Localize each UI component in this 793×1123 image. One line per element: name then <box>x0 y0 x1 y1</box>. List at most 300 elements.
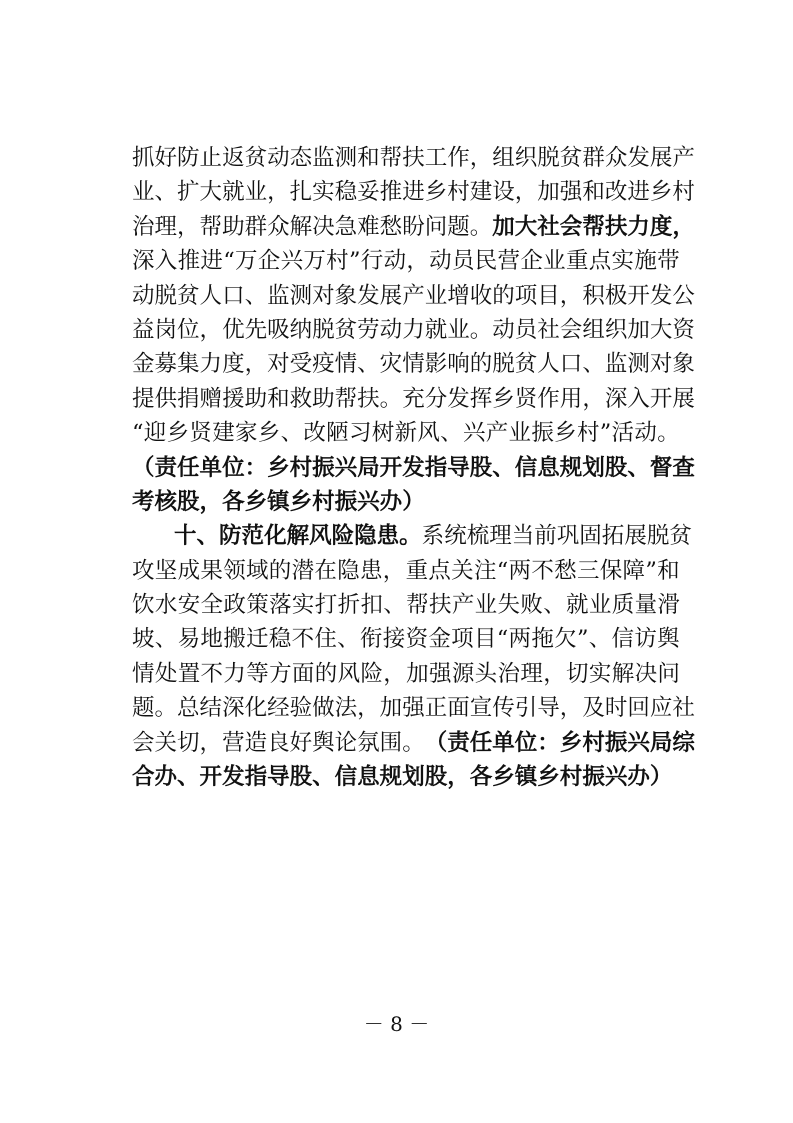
text-char: 习 <box>348 420 372 447</box>
text-char: 难 <box>357 213 380 240</box>
bold-char: 位 <box>222 454 245 481</box>
text-char: 急 <box>334 213 358 240</box>
text-char: 患 <box>359 557 383 584</box>
text-char: 和 <box>267 385 290 412</box>
text-char: 社 <box>672 695 695 722</box>
text-char: 。 <box>379 385 403 412</box>
bold-char: 办 <box>154 764 178 791</box>
text-char: ， <box>199 729 223 756</box>
text-char: 、 <box>154 179 178 206</box>
text-line <box>132 622 680 656</box>
bold-char: 位 <box>514 729 538 756</box>
text-char: 、 <box>440 420 463 447</box>
text-char: 岗 <box>154 316 178 343</box>
text-char: 方 <box>269 660 292 687</box>
text-char: 实 <box>291 592 315 619</box>
text-char: 营 <box>222 729 245 756</box>
text-char: 助 <box>222 213 245 240</box>
bold-char: 指 <box>424 454 448 481</box>
text-char: 社 <box>537 316 560 343</box>
text-char: 信 <box>611 626 635 653</box>
text-char: 疫 <box>312 351 335 378</box>
text-char: 重 <box>565 248 589 275</box>
text-char: 万 <box>303 248 326 275</box>
bold-char: 加 <box>492 213 515 240</box>
text-char: 挥 <box>469 385 493 412</box>
text-char: 理 <box>154 213 178 240</box>
text-char: 切 <box>566 660 589 687</box>
text-char: 三 <box>576 557 600 584</box>
bold-char: 险 <box>331 523 355 550</box>
text-char: 动 <box>492 316 515 343</box>
text-char: 地 <box>200 626 223 653</box>
text-char: 目 <box>473 626 497 653</box>
text-line <box>132 760 680 794</box>
bold-char: 会 <box>559 213 583 240</box>
bold-char: 村 <box>289 454 313 481</box>
bold-char: 度 <box>649 213 673 240</box>
text-char: 加 <box>627 316 650 343</box>
text-char: 动 <box>634 420 657 447</box>
text-char: 两 <box>508 626 532 653</box>
text-char: 败 <box>520 592 543 619</box>
text-char: 项 <box>451 626 474 653</box>
text-char: 贫 <box>177 282 200 309</box>
text-char: ， <box>559 282 583 309</box>
text-char: 题 <box>447 213 470 240</box>
text-char: 、 <box>280 420 304 447</box>
text-char: 抓 <box>132 145 155 171</box>
bold-char: 导 <box>267 764 290 791</box>
text-char: ， <box>406 248 429 275</box>
text-char: “ <box>132 420 144 447</box>
text-char: 业 <box>424 282 448 309</box>
bold-char: 考 <box>132 488 155 515</box>
text-char: 振 <box>531 420 554 447</box>
text-char: ， <box>559 695 583 722</box>
text-char: 、 <box>543 592 566 619</box>
text-char: 乡 <box>649 179 673 206</box>
text-char: 进 <box>627 179 650 206</box>
text-char: 回 <box>627 695 650 722</box>
bold-char: 振 <box>582 764 605 791</box>
text-char: 象 <box>334 282 358 309</box>
text-char: ， <box>582 385 605 412</box>
text-char: 不 <box>200 660 224 687</box>
text-char: 受 <box>289 351 313 378</box>
text-char: 产 <box>485 420 509 447</box>
text-char: 治 <box>132 213 155 240</box>
text-char: ， <box>469 145 493 171</box>
text-char: 加 <box>379 695 403 722</box>
text-char: 打 <box>314 592 338 619</box>
text-char: 资 <box>405 626 429 653</box>
text-char: 口 <box>559 351 583 378</box>
text-char: 大 <box>649 316 673 343</box>
text-char: 进 <box>200 248 223 275</box>
text-char: 员 <box>451 248 475 275</box>
text-char: 、 <box>244 282 268 309</box>
text-char: 先 <box>244 316 268 343</box>
text-char: 目 <box>537 282 560 309</box>
text-char: 结 <box>199 695 223 722</box>
text-char: 验 <box>289 695 313 722</box>
text-char: 村 <box>672 179 695 206</box>
text-line <box>132 485 680 519</box>
text-char: 营 <box>497 248 521 275</box>
text-char: 贫 <box>334 316 358 343</box>
text-char: 民 <box>474 248 498 275</box>
text-char: 。 <box>657 420 680 447</box>
text-char: 领 <box>223 557 246 584</box>
text-char: 滑 <box>657 592 680 619</box>
bold-char: ） <box>649 764 673 791</box>
text-char: 深 <box>222 695 245 722</box>
text-char: 访 <box>634 626 657 653</box>
text-char: 传 <box>492 695 515 722</box>
text-char: 入 <box>627 385 650 412</box>
text-char: 展 <box>672 385 695 412</box>
text-char: 测 <box>334 145 358 171</box>
body-text <box>132 141 695 794</box>
text-char: “ <box>223 248 235 275</box>
text-char: 全 <box>200 592 224 619</box>
text-char: 兴 <box>462 420 486 447</box>
text-char: 扶 <box>357 385 380 412</box>
text-char: 积 <box>582 282 605 309</box>
bold-char: 、 <box>196 523 220 550</box>
text-line <box>132 347 695 381</box>
text-char: 就 <box>566 592 589 619</box>
bold-char: ， <box>672 213 695 240</box>
text-char: 等 <box>246 660 269 687</box>
text-char: 强 <box>428 660 452 687</box>
text-char: 安 <box>177 592 201 619</box>
text-char: 统 <box>444 523 467 550</box>
bold-char: 大 <box>514 213 538 240</box>
text-char: 赠 <box>199 385 223 412</box>
text-char: 众 <box>267 213 290 240</box>
text-char: 果 <box>200 557 223 584</box>
text-char: 产 <box>451 592 475 619</box>
text-char: 加 <box>537 179 560 206</box>
text-char: 推 <box>177 248 201 275</box>
text-char: 业 <box>244 179 268 206</box>
text-char: 家 <box>234 420 258 447</box>
text-char: 织 <box>514 145 538 171</box>
bold-char: 息 <box>357 764 380 791</box>
text-char: 情 <box>334 351 358 378</box>
text-char: 强 <box>559 179 583 206</box>
text-char: 动 <box>132 282 155 309</box>
bold-char: 办 <box>627 764 650 791</box>
text-char: 人 <box>537 351 560 378</box>
text-char: 帮 <box>199 213 223 240</box>
text-char: 乡 <box>554 420 577 447</box>
bold-char: 兴 <box>334 454 358 481</box>
text-char: 极 <box>604 282 628 309</box>
text-char: 氛 <box>357 729 380 756</box>
text-char: 监 <box>267 282 290 309</box>
text-char: 引 <box>514 695 538 722</box>
text-char: 帮 <box>334 385 358 412</box>
bold-char: 发 <box>222 764 245 791</box>
text-char: ” <box>645 557 657 584</box>
text-char: 、 <box>582 351 605 378</box>
bold-char: ， <box>447 764 470 791</box>
text-char: 村 <box>447 179 470 206</box>
text-char: 点 <box>428 557 451 584</box>
bold-char: 、 <box>177 764 200 791</box>
text-char: 。 <box>154 695 178 722</box>
text-char: 提 <box>132 385 155 412</box>
text-char: 增 <box>447 282 470 309</box>
text-char: 态 <box>289 145 313 171</box>
text-line <box>132 210 695 244</box>
text-char: 风 <box>417 420 440 447</box>
text-char: ” <box>576 626 589 653</box>
text-char: 稳 <box>268 626 292 653</box>
text-char: 援 <box>222 385 245 412</box>
text-char: 舆 <box>657 626 680 653</box>
text-line <box>132 244 680 278</box>
text-char: 策 <box>246 592 269 619</box>
text-char: 在 <box>314 557 337 584</box>
text-char: 就 <box>424 316 448 343</box>
bold-char: 单 <box>492 729 515 756</box>
bold-char: 划 <box>402 764 425 791</box>
text-char: 实 <box>312 179 335 206</box>
text-line <box>132 554 680 588</box>
text-char: 实 <box>611 248 635 275</box>
text-char: 人 <box>199 282 223 309</box>
bold-char: ） <box>402 488 425 515</box>
text-char: 解 <box>289 213 313 240</box>
text-char: 迁 <box>245 626 269 653</box>
text-char: 造 <box>244 729 268 756</box>
text-char: 开 <box>649 385 673 412</box>
text-char: 脱 <box>492 351 515 378</box>
text-line <box>132 726 695 760</box>
text-char: 位 <box>177 316 200 343</box>
text-char: 、 <box>383 592 406 619</box>
text-char: 项 <box>514 282 538 309</box>
text-char: 帮 <box>379 145 403 171</box>
text-line <box>132 141 695 175</box>
bold-char: 股 <box>469 454 493 481</box>
bold-char: 村 <box>559 764 583 791</box>
text-char: 梳 <box>466 523 490 550</box>
text-char: 成 <box>177 557 201 584</box>
text-char: 吸 <box>267 316 290 343</box>
text-char: 企 <box>520 248 543 275</box>
text-char: 坚 <box>154 557 178 584</box>
text-char: 业 <box>588 592 612 619</box>
text-char: ” <box>599 420 612 447</box>
text-char: 决 <box>312 213 335 240</box>
text-char: 论 <box>334 729 358 756</box>
text-char: 返 <box>222 145 245 171</box>
bold-char: 范 <box>241 523 265 550</box>
text-char: ， <box>514 179 538 206</box>
text-char: 拖 <box>531 626 554 653</box>
bold-char: 规 <box>379 764 403 791</box>
text-char: 救 <box>289 385 313 412</box>
text-char: 动 <box>379 316 403 343</box>
bold-char: 导 <box>447 454 470 481</box>
bold-char: 、 <box>627 454 650 481</box>
text-char: 集 <box>177 351 200 378</box>
text-char: 乡 <box>257 420 281 447</box>
bold-char: 任 <box>177 454 200 481</box>
text-char: 题 <box>132 695 155 722</box>
text-char: 经 <box>267 695 290 722</box>
text-char: 不 <box>291 626 315 653</box>
text-char: 的 <box>268 557 292 584</box>
bold-char: 股 <box>177 488 200 515</box>
bold-char: 力 <box>627 213 650 240</box>
bold-char: 患 <box>376 523 400 550</box>
bold-char: 乡 <box>289 488 313 515</box>
text-char: 动 <box>429 248 452 275</box>
bold-char: 股 <box>289 764 313 791</box>
text-char: 会 <box>559 316 583 343</box>
text-char: 带 <box>657 248 680 275</box>
text-char: 就 <box>222 179 245 206</box>
bold-char: 、 <box>312 764 335 791</box>
text-char: ， <box>199 316 223 343</box>
text-char: 当 <box>511 523 535 550</box>
bold-char: 、 <box>492 454 515 481</box>
text-char: 决 <box>634 660 658 687</box>
text-char: 关 <box>154 729 178 756</box>
text-char: 供 <box>154 385 178 412</box>
text-char: 助 <box>312 385 335 412</box>
text-char: 资 <box>672 316 695 343</box>
text-char: ， <box>177 213 200 240</box>
text-char: 助 <box>244 385 268 412</box>
text-char: “ <box>496 626 509 653</box>
text-char: 深 <box>132 248 155 275</box>
text-char: 做 <box>312 695 335 722</box>
text-char: 脱 <box>312 316 335 343</box>
bold-char: 扶 <box>604 213 628 240</box>
text-char: 展 <box>649 145 673 171</box>
text-char: 总 <box>177 695 200 722</box>
text-char: 帮 <box>406 592 429 619</box>
bold-char: 任 <box>469 729 493 756</box>
bold-char: ： <box>244 454 268 481</box>
text-char: 问 <box>657 660 680 687</box>
text-char: ， <box>357 695 380 722</box>
text-char: 。 <box>402 729 425 756</box>
text-char: 村 <box>576 420 600 447</box>
text-char: 收 <box>469 282 493 309</box>
text-char: ， <box>244 351 268 378</box>
text-char: 源 <box>451 660 475 687</box>
text-char: 力 <box>223 660 246 687</box>
text-char: 扶 <box>428 592 452 619</box>
text-char: 易 <box>177 626 201 653</box>
text-char: 度 <box>222 351 245 378</box>
bold-char: 规 <box>559 454 583 481</box>
text-char: 灾 <box>379 351 403 378</box>
bold-char: 村 <box>582 729 605 756</box>
bold-char: 督 <box>649 454 673 481</box>
bold-char: 综 <box>672 729 695 756</box>
bold-char: 各 <box>222 488 245 515</box>
text-char: 乡 <box>492 385 515 412</box>
text-char: 产 <box>672 145 695 171</box>
text-char: 的 <box>469 351 493 378</box>
text-char: 止 <box>199 145 223 171</box>
text-char: 法 <box>334 695 358 722</box>
text-char: 影 <box>424 351 448 378</box>
text-char: 质 <box>611 592 635 619</box>
text-char: 改 <box>604 179 628 206</box>
text-char: 劳 <box>357 316 380 343</box>
text-char: 业 <box>543 248 566 275</box>
bold-char: 镇 <box>514 764 538 791</box>
text-char: 愁 <box>554 557 577 584</box>
text-char: 防 <box>177 145 200 171</box>
text-char: 深 <box>604 385 628 412</box>
bold-char: 帮 <box>582 213 605 240</box>
text-char: 点 <box>588 248 612 275</box>
text-line <box>132 451 695 485</box>
text-char: 贫 <box>559 145 583 171</box>
text-char: 力 <box>402 316 425 343</box>
text-char: 动 <box>383 248 407 275</box>
bold-char: 乡 <box>267 454 290 481</box>
text-char: 系 <box>421 523 445 550</box>
text-char: 口 <box>222 282 245 309</box>
text-char: 失 <box>497 592 521 619</box>
text-char: 及 <box>582 695 605 722</box>
bold-char: 镇 <box>267 488 290 515</box>
bold-char: 乡 <box>559 729 583 756</box>
bold-char: 划 <box>582 454 605 481</box>
bold-char: 振 <box>334 488 358 515</box>
text-char: 。 <box>469 316 493 343</box>
text-char: ， <box>382 557 406 584</box>
text-char: 分 <box>424 385 448 412</box>
text-char: 情 <box>402 351 425 378</box>
text-line <box>132 313 695 347</box>
text-char: 扎 <box>289 179 313 206</box>
text-char: 导 <box>537 695 560 722</box>
text-char: 盼 <box>402 213 425 240</box>
bold-char: 股 <box>424 764 448 791</box>
bold-char: 开 <box>379 454 403 481</box>
bold-char: 兴 <box>357 488 380 515</box>
text-char: 建 <box>469 179 493 206</box>
text-char: 贤 <box>514 385 538 412</box>
text-char: 纳 <box>289 316 313 343</box>
text-char: 业 <box>132 179 155 206</box>
text-char: 组 <box>492 145 515 171</box>
text-char: 理 <box>489 523 512 550</box>
text-char: 对 <box>267 351 290 378</box>
bold-char: 责 <box>154 454 178 481</box>
bold-char: 责 <box>447 729 470 756</box>
text-char: 对 <box>312 282 335 309</box>
text-line <box>132 691 695 725</box>
text-char: 搬 <box>223 626 246 653</box>
bold-char: 振 <box>312 454 335 481</box>
text-char: 时 <box>604 695 628 722</box>
text-char: 织 <box>604 316 628 343</box>
